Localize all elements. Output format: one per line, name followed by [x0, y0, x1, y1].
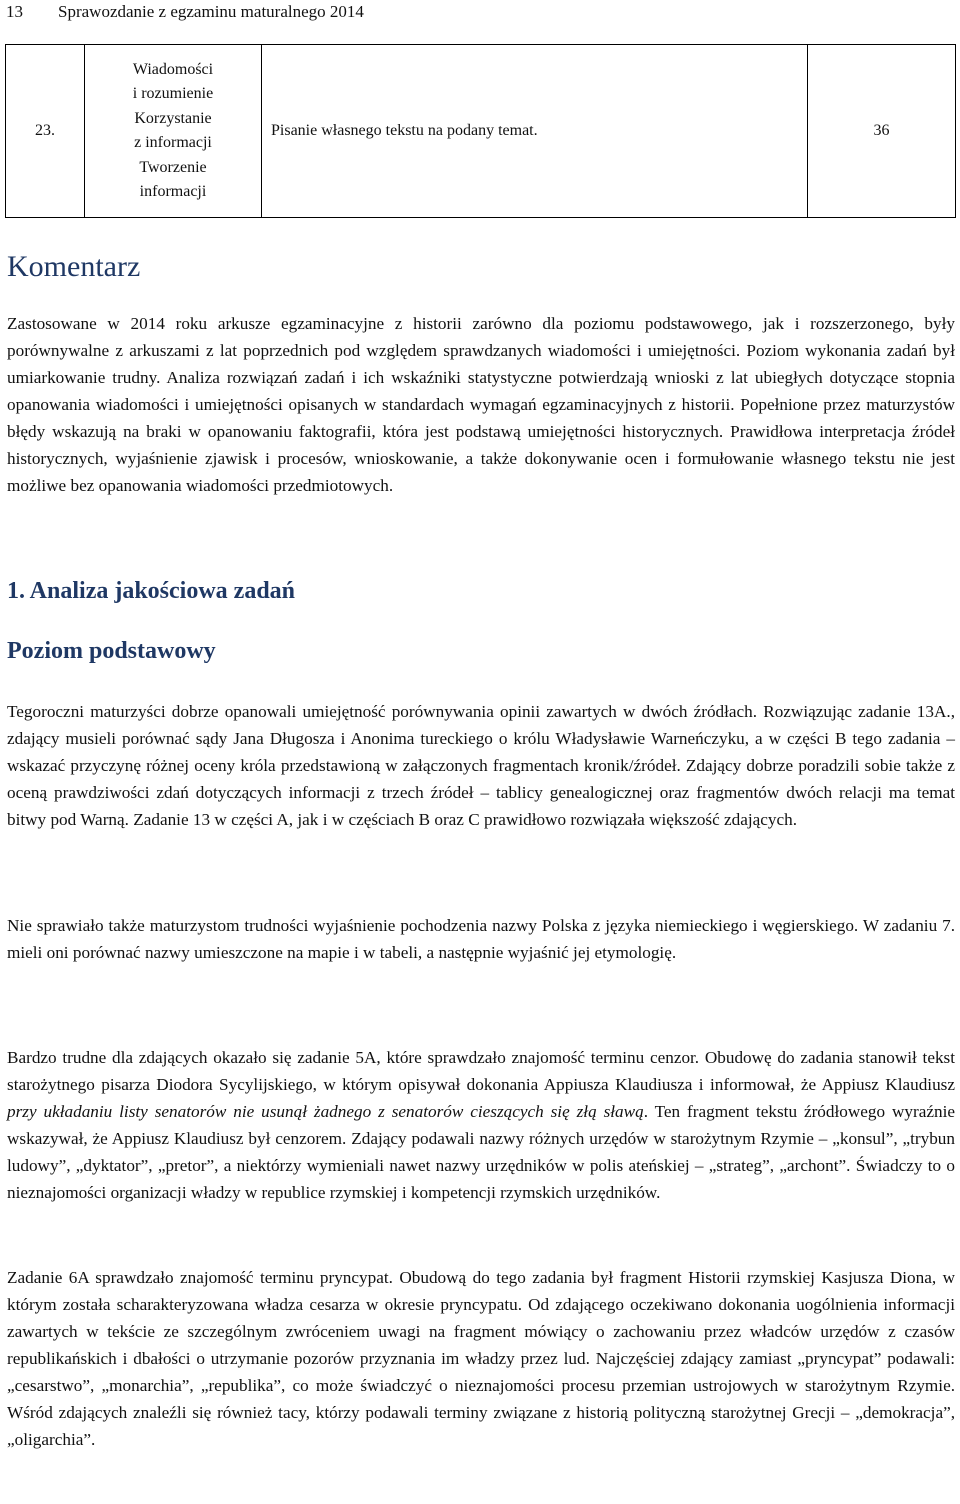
requirement-line: informacji: [139, 183, 207, 200]
score-cell: 36: [808, 45, 956, 218]
table-row: [6, 45, 956, 218]
task-score-table: [5, 44, 956, 218]
task-number-cell: 23.: [6, 45, 85, 218]
paragraph-3-text-a: Bardzo trudne dla zdających okazało się zadanie 5A, które sprawdzało znajomość terminu cenzor. Obudowę do zadania stanowił tekst starożytnego pisarza Diodora Sycylijskiego, w którym opisywał dokonania Appiusza Klaudiusza i informował, że Appiusz Klaudiusz: [7, 1048, 955, 1094]
page-header: [6, 2, 364, 22]
komentarz-heading: Komentarz: [7, 250, 141, 283]
requirement-line: Korzystanie: [134, 109, 212, 127]
page-number: 13: [6, 2, 23, 21]
paragraph-2: Nie sprawiało także maturzystom trudności wyjaśnienie pochodzenia nazwy Polska z języka niemieckiego i węgierskiego. W zadaniu 7. mieli oni porównać nazwy umieszczone na mapie i w tabeli, a następnie wyjaśnić jej etymologię.: [7, 916, 955, 962]
requirement-line: z informacji: [134, 134, 212, 151]
requirement-line: i rozumienie: [132, 85, 214, 102]
report-title: Sprawozdanie z egzaminu maturalnego 2014: [58, 2, 364, 21]
paragraph-3-quote: przy układaniu listy senatorów nie usunął żadnego z senatorów cieszących się złą sławą: [7, 1102, 644, 1121]
requirement-line: Wiadomości: [132, 60, 214, 78]
paragraph-4: Zadanie 6A sprawdzało znajomość terminu pryncypat. Obudową do tego zadania był fragment Historii rzymskiej Kasjusza Diona, w którym została scharakteryzowana władza cesarza w okresie pryncypatu. Od zdającego oczekiwano dokonania uogólnienia informacji zawartych w tekście ze szczególnym zwróceniem uwagi na fragment mówiący o zachowaniu przez władców urzędów z czasów republikańskich i dbałości o utrzymanie pozorów przyznania im władzy przez lud. Najczęściej zdający zamiast „pryncypat” podawali: „cesarstwo”, „monarchia”, „republika”, co może świadczyć o nieznajomości procesu przemian ustrojowych w starożytnym Rzymie. Wśród zdających znaleźli się również tacy, którzy podawali terminy związane z historią polityczną starożytnej Grecji – „demokracja”, „oligarchia”.: [7, 1268, 955, 1449]
paragraph-1: Tegoroczni maturzyści dobrze opanowali umiejętność porównywania opinii zawartych w dwóch źródłach. Rozwiązując zadanie 13A., zdający musieli porównać sądy Jana Długosza i Anonima tureckiego o królu Władysławie Warneńczyku, a w części B tego zadania – wskazać przyczynę różnej oceny króla przedstawioną w załączonych fragmentach kronik/źródeł. Zdający dobrze poradzili sobie także z oceną prawdziwości zdań dotyczących informacji z trzech źródeł – tablicy genealogicznej oraz fragmentów dwóch relacji ma temat bitwy pod Warną. Zadanie 13 w części A, jak i w częściach B oraz C prawidłowo rozwiązała większość zdających.: [7, 702, 955, 829]
requirements-cell: [85, 45, 262, 218]
task-description-cell: Pisanie własnego tekstu na podany temat.: [262, 45, 808, 218]
paragraph-3-text-b: . Ten fragment tekstu źródłowego wyraźnie wskazywał, że Appiusz Klaudiusz był cenzorem. Zdający podawali nazwy różnych urzędów w starożytnym Rzymie – „konsul”, „trybun ludowy”, „dyktator”, „pretor”, a niektórzy wymieniali nawet nazwy urzędników w polis ateńskiej – „strateg”, „archont”. Świadczy to o nieznajomości organizacji władzy w republice rzymskiej i kompetencji rzymskich urzędników.: [7, 1102, 955, 1202]
paragraph-3: [7, 1044, 955, 1206]
komentarz-paragraph: Zastosowane w 2014 roku arkusze egzaminacyjne z historii zarówno dla poziomu podstawowego, jak i rozszerzonego, były porównywalne z arkuszami z lat poprzednich pod względem sprawdzanych wiadomości i umiejętności. Poziom wykonania zadań był umiarkowanie trudny. Analiza rozwiązań zadań i ich wskaźniki statystyczne potwierdzają wnioski z lat ubiegłych dotyczące stopnia opanowania wiadomości i umiejętności opisanych w standardach wymagań egzaminacyjnych z historii. Popełnione przez maturzystów błędy wskazują na braki w opanowaniu faktografii, która jest podstawą umiejętności historycznych. Prawidłowa interpretacja źródeł historycznych, wyjaśnienie zjawisk i procesów, wnioskowanie, a także dokonywanie ocen i formułowanie własnego tekstu nie jest możliwe bez opanowania wiadomości przedmiotowych.: [7, 314, 955, 495]
subsection-heading: Poziom podstawowy: [7, 638, 216, 664]
section-heading: 1. Analiza jakościowa zadań: [7, 578, 296, 604]
requirement-line: Tworzenie: [139, 158, 207, 176]
